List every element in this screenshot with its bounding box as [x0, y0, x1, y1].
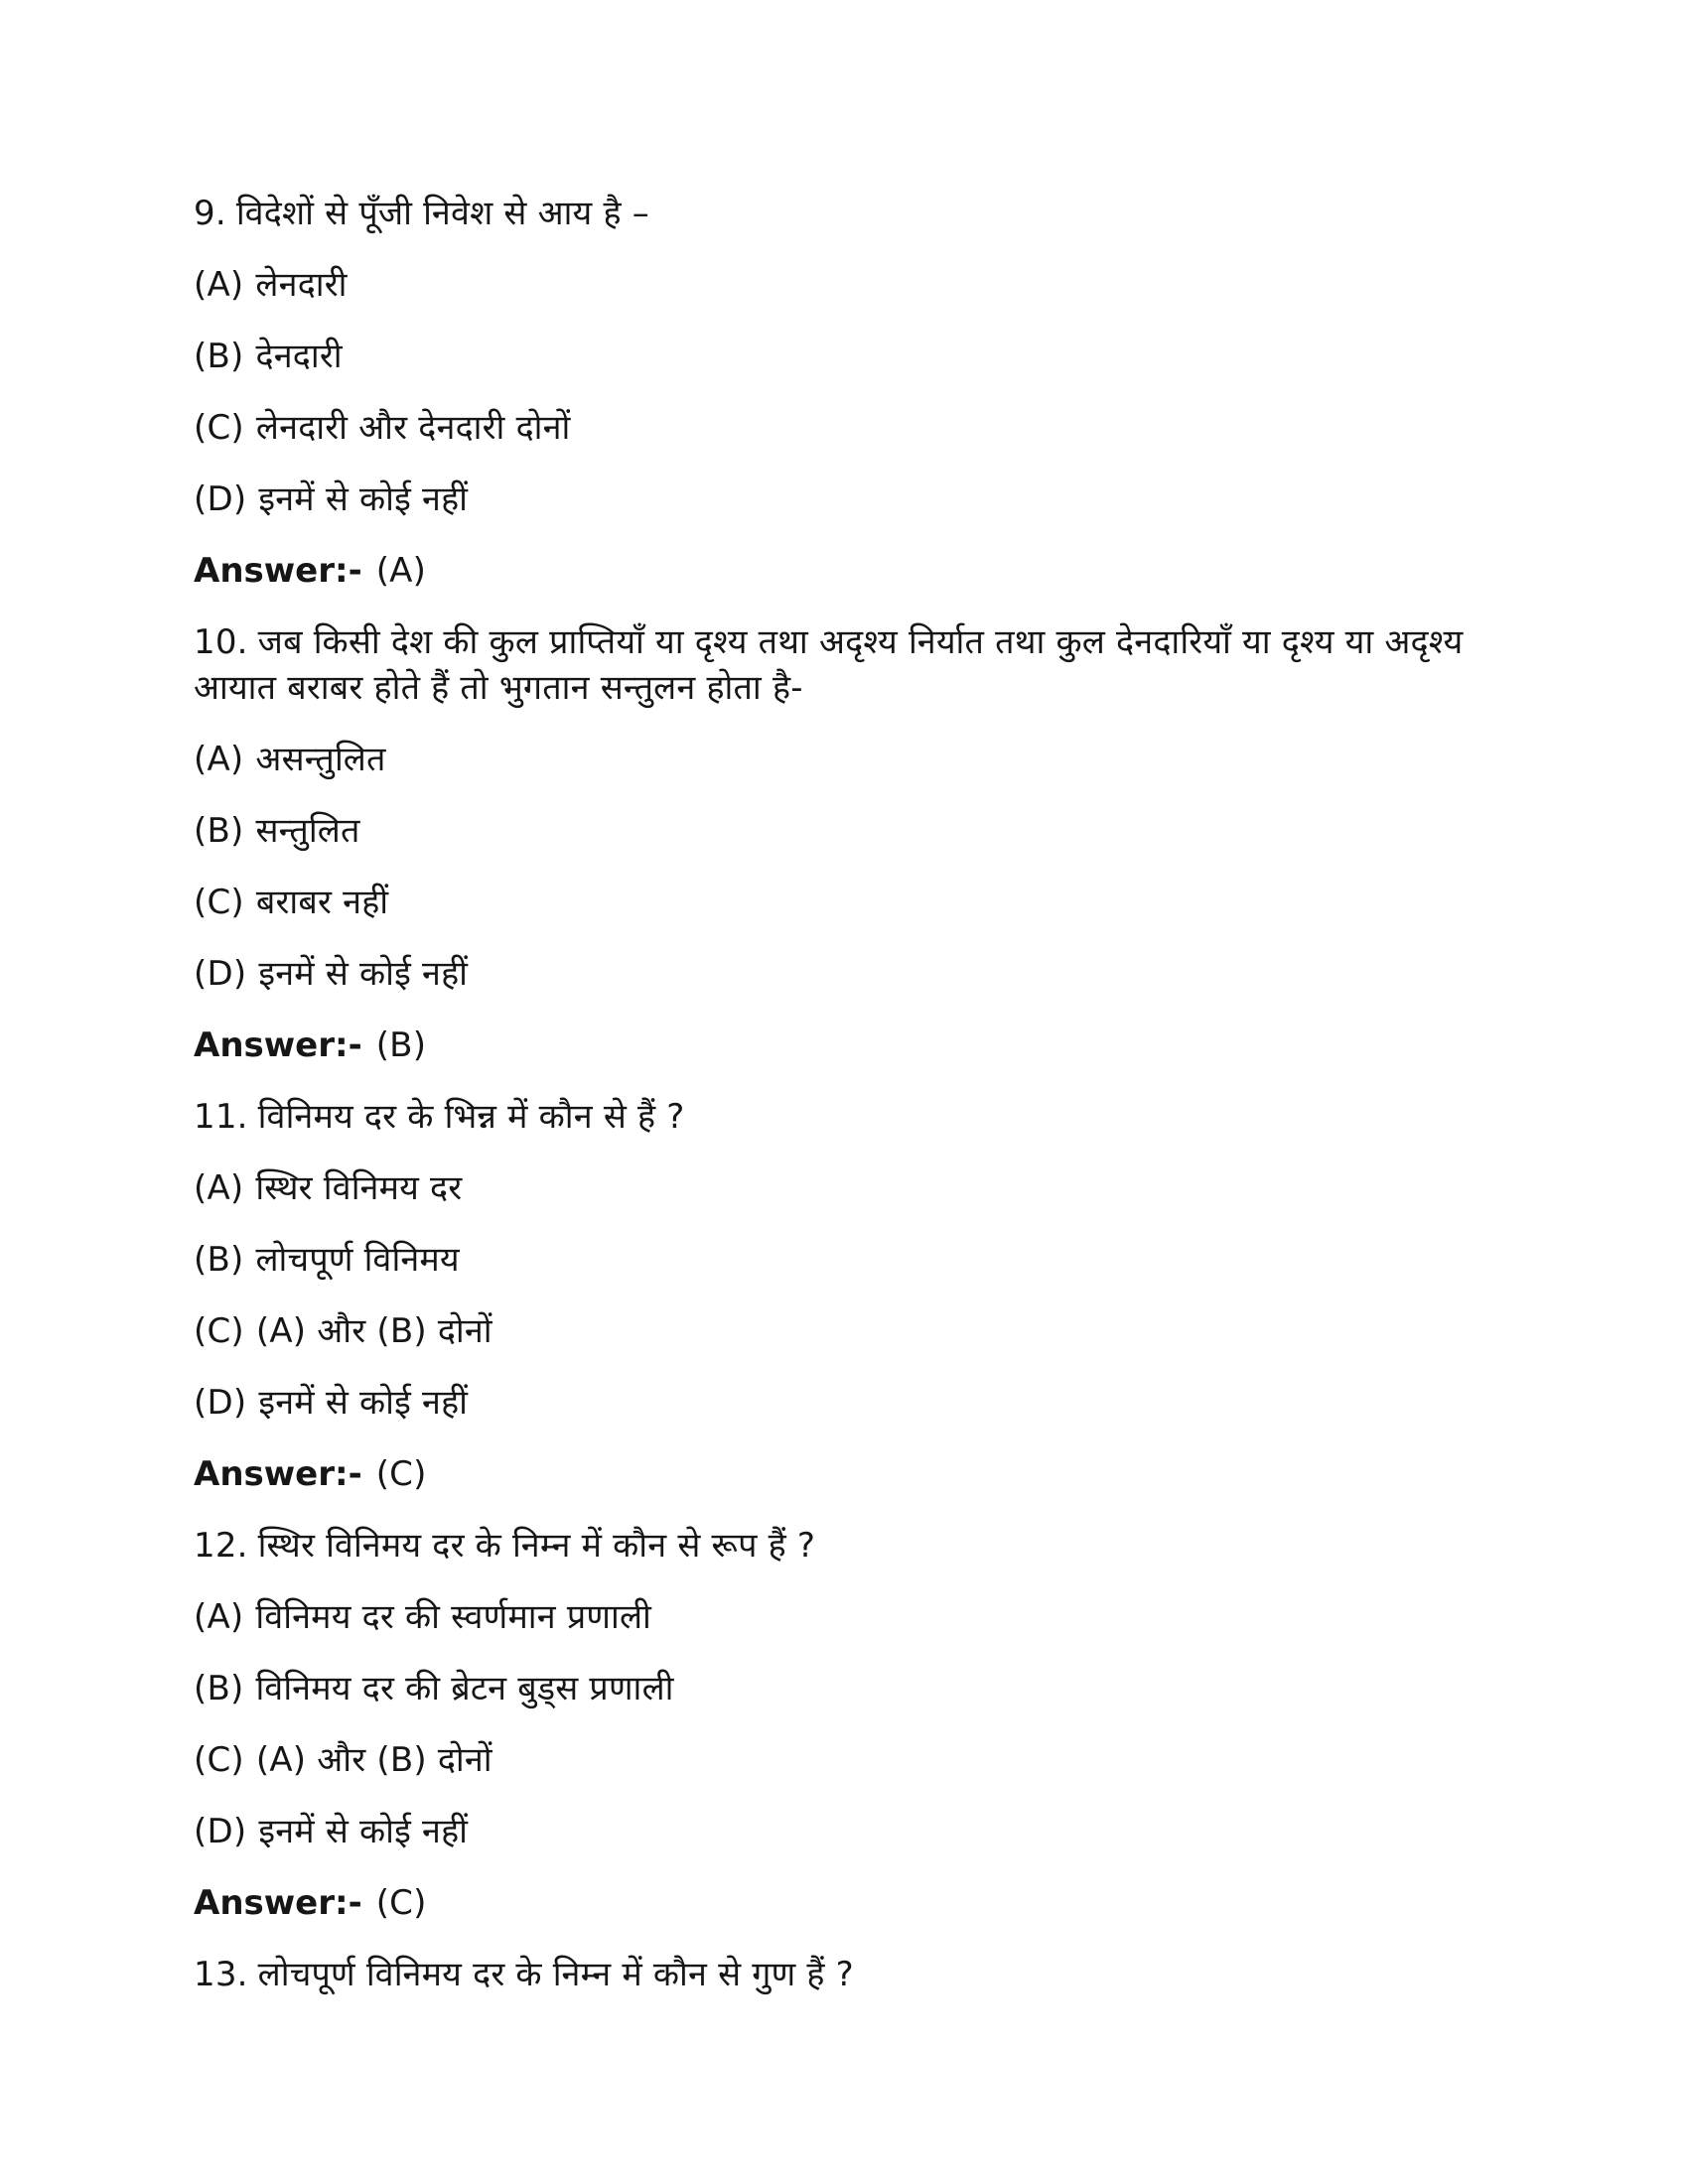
question-number: 10. — [194, 622, 248, 662]
option-text: इनमें से कोई नहीं — [258, 1383, 469, 1423]
option-text: विनिमय दर की ब्रेटन बुड्स प्रणाली — [255, 1669, 674, 1708]
question-number: 13. — [194, 1955, 248, 1994]
answer-label: Answer:- — [194, 1454, 362, 1494]
answer-label: Answer:- — [194, 1883, 362, 1923]
option-line — [194, 1737, 1499, 1783]
option-label: (D) — [194, 954, 247, 994]
option-text: (A) और (B) दोनों — [255, 1740, 492, 1780]
option-label: (D) — [194, 1383, 247, 1423]
option-label: (A) — [194, 1597, 244, 1637]
question-block-11 — [194, 1094, 1499, 1497]
option-text: (A) और (B) दोनों — [255, 1311, 492, 1351]
option-label: (D) — [194, 479, 247, 519]
question-line — [194, 1952, 1499, 1997]
question-text: स्थिर विनिमय दर के निम्न में कौन से रूप हैं ? — [257, 1526, 816, 1566]
question-number: 9. — [194, 194, 226, 233]
answer-value: (A) — [375, 551, 427, 591]
option-label: (A) — [194, 265, 244, 305]
option-line — [194, 262, 1499, 308]
option-line — [194, 405, 1499, 451]
option-line — [194, 951, 1499, 997]
option-label: (A) — [194, 1168, 244, 1208]
answer-value: (C) — [375, 1454, 427, 1494]
option-line — [194, 1809, 1499, 1854]
option-line — [194, 1237, 1499, 1283]
option-text: लेनदारी — [255, 265, 348, 305]
option-text: विनिमय दर की स्वर्णमान प्रणाली — [255, 1597, 652, 1637]
option-text: इनमें से कोई नहीं — [258, 479, 469, 519]
answer-line — [194, 1451, 1499, 1497]
option-label: (B) — [194, 337, 244, 376]
option-line — [194, 808, 1499, 854]
question-block-9 — [194, 191, 1499, 594]
option-text: इनमें से कोई नहीं — [258, 954, 469, 994]
option-label: (B) — [194, 811, 244, 851]
option-line — [194, 477, 1499, 522]
question-line — [194, 1094, 1499, 1140]
option-text: लेनदारी और देनदारी दोनों — [255, 408, 571, 448]
answer-line — [194, 1023, 1499, 1068]
answer-line — [194, 1880, 1499, 1926]
question-text: लोचपूर्ण विनिमय दर के निम्न में कौन से गुण हैं ? — [257, 1955, 854, 1994]
option-label: (C) — [194, 1740, 244, 1780]
question-number: 11. — [194, 1097, 248, 1137]
option-label: (C) — [194, 408, 244, 448]
option-label: (C) — [194, 1311, 244, 1351]
answer-label: Answer:- — [194, 1025, 362, 1065]
question-text: विनिमय दर के भिन्न में कौन से हैं ? — [257, 1097, 685, 1137]
option-label: (D) — [194, 1812, 247, 1851]
option-label: (C) — [194, 883, 244, 922]
option-line — [194, 1666, 1499, 1711]
option-text: देनदारी — [255, 337, 343, 376]
question-number: 12. — [194, 1526, 248, 1566]
option-text: सन्तुलित — [255, 811, 360, 851]
option-line — [194, 1165, 1499, 1211]
question-block-13 — [194, 1952, 1499, 1997]
answer-value: (C) — [375, 1883, 427, 1923]
question-text: जब किसी देश की कुल प्राप्तियाँ या दृश्य तथा अदृश्य निर्यात तथा कुल देनदारियाँ या दृश्य या अदृश्य आयात बराबर होते हैं तो भुगतान सन्तुलन होता है- — [194, 622, 1464, 708]
question-line — [194, 619, 1499, 711]
option-label: (B) — [194, 1669, 244, 1708]
question-block-10 — [194, 619, 1499, 1068]
question-line — [194, 191, 1499, 236]
option-text: असन्तुलित — [255, 740, 386, 779]
answer-line — [194, 548, 1499, 594]
answer-label: Answer:- — [194, 551, 362, 591]
option-line — [194, 334, 1499, 379]
option-label: (B) — [194, 1240, 244, 1280]
option-line — [194, 1308, 1499, 1354]
option-text: बराबर नहीं — [255, 883, 389, 922]
answer-value: (B) — [375, 1025, 427, 1065]
option-line — [194, 880, 1499, 925]
option-line — [194, 1594, 1499, 1640]
option-line — [194, 737, 1499, 782]
question-block-12 — [194, 1523, 1499, 1926]
question-text: विदेशों से पूँजी निवेश से आय है – — [235, 194, 649, 233]
option-label: (A) — [194, 740, 244, 779]
option-text: स्थिर विनिमय दर — [255, 1168, 463, 1208]
question-line — [194, 1523, 1499, 1569]
option-text: इनमें से कोई नहीं — [258, 1812, 469, 1851]
option-line — [194, 1380, 1499, 1426]
option-text: लोचपूर्ण विनिमय — [255, 1240, 460, 1280]
